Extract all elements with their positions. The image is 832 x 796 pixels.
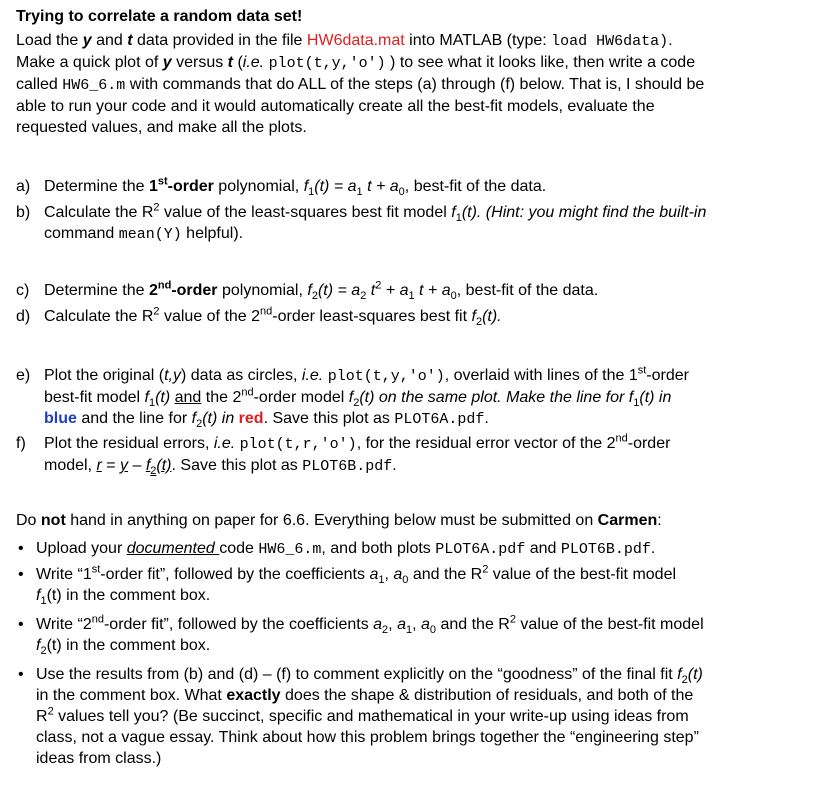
code-filename: HW6_6.m (62, 77, 126, 94)
plot-command: plot(t,y,'o') (268, 55, 386, 72)
blue-word: blue (44, 410, 77, 427)
submission-note: Do not hand in anything on paper for 6.6. Everything below must be submitted on Carmen: (16, 512, 662, 529)
load-command: load HW6data) (551, 33, 669, 50)
intro-paragraph: Load the y and t data provided in the file HW6data.mat into MATLAB (type: load HW6data). Make a quick plot of y versus t (i.e. plot(t,y,'o') ) to see what it looks like, then write a code called HW6_6.m with commands that do ALL of the steps (a) through (f) below. That is, I should be able to run your code and it would automatically create all the best-fit models, evaluate the requested values, and make all the plots. (16, 32, 705, 136)
mean-command: mean(Y) (118, 226, 182, 243)
red-word: red (238, 410, 264, 427)
assignment-page: Trying to correlate a random data set! Load the y and t data provided in the file HW6data.mat into MATLAB (type: load HW6data). Make a quick plot of y versus t (i.e. plot(t,y,'o') ) to see what it looks like, then write a code called HW6_6.m with commands that do ALL of the steps (a) through (f) below. That is, I should be able to run your code and it would automatically create all the best-fit models, evaluate the requested values, and make all the plots. a) Determine the 1st-order polynomial, $f_1(t) = a_1$ $t + a_0$, best-fit of the data. b) Calculate the $R^2$ value of the least-squares best fit model $f_1(t)$. (Hint: you might find the built-in command mean(Y) helpful). c) Determine the 2nd-order polynomial, $f_2(t) = a_2$ $t^2 + a_1$ $t + a_0$, best-fit of the data. d) Calculate the $R^2$ value of the 2nd-order least-squares best fit $f_2(t)$. e) Plot the original (t,y) data as circles, i.e. plot(t,y,'o'), overlaid with lines of the 1st-order best-fit model $f_1(t)$ and the 2nd-order model $f_2(t)$ on the same plot. Make the line for $f_1(t)$ in blue and the line for $f_2(t)$ in red. Save this plot as PLOT6A.pdf. f) Plot the residual errors, i.e. plot(t,r,'o'), for the residual error vector of the 2nd-order model, $r = y - f_2(t)$. Save this plot as PLOT6B.pdf. Do not hand in anything on paper for 6.6. Everything below must be submitted on Carmen: • Upload your documented code HW6_6.m, and both plots PLOT6A.pdf and PLOT6B.pdf. • Write “1st-order fit”, followed by the coefficients $a_1$, $a_0$ and the $R^2$ value of the best-fit model $f_1(t)$ in the comment box. • Write “2nd-order fit”, followed by the coefficients $a_2$, $a_1$, $a_0$ and the $R^2$ value of the best-fit model $f_2(t)$ in the comment box. • Use the results from (b) and (d) – (f) to comment explicitly on the “goodness” of the final fit $f_2(t)$ in the comment box. What exactly does the shape & distribution of residuals, and both of the $R^2$ values tell you? (Be succinct, specific and mathematical in your write-up using ideas from class, not a vague essay. Think about how this problem brings together the “engineering step” ideas from class.) (0, 0, 832, 796)
page-title: Trying to correlate a random data set! (16, 8, 303, 25)
data-filename: HW6data.mat (306, 32, 405, 49)
